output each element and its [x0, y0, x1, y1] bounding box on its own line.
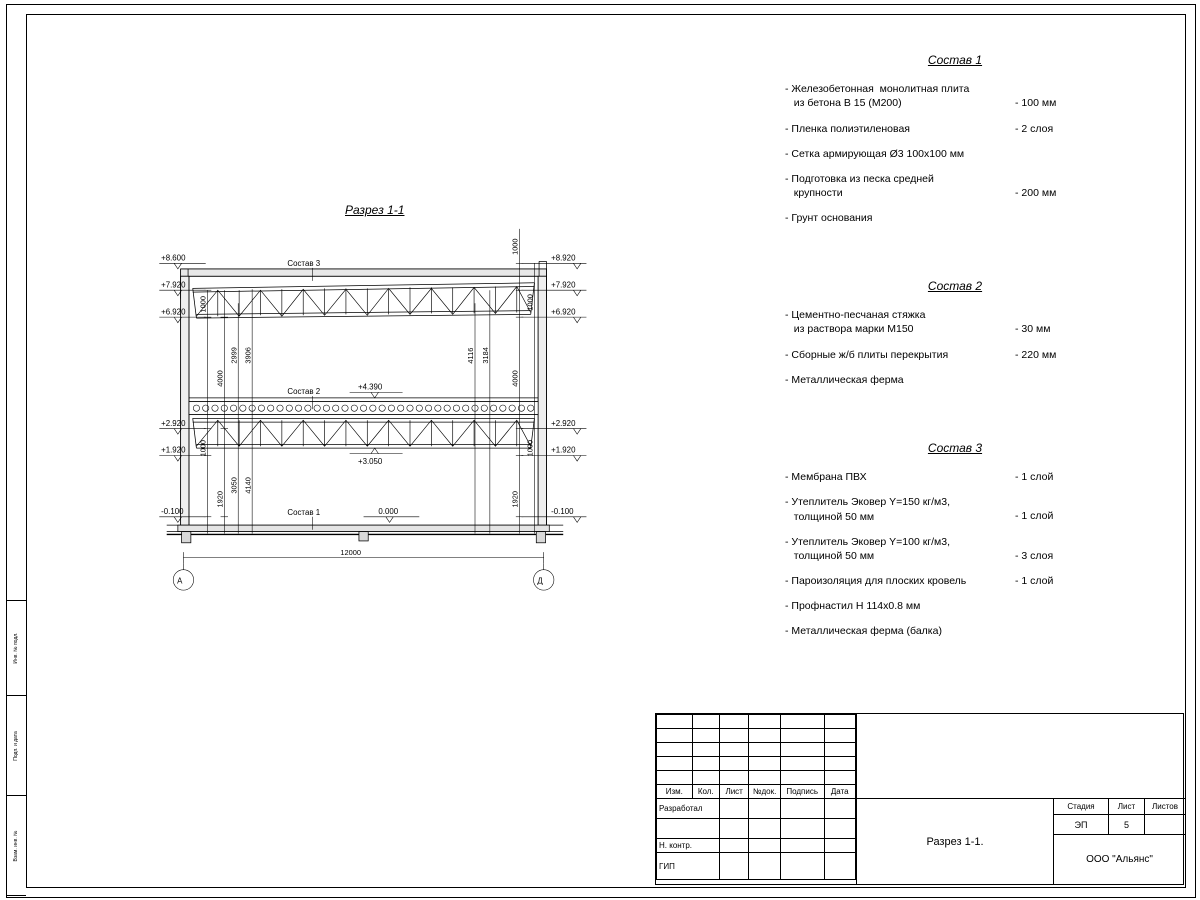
spec-2-row	[785, 348, 1125, 362]
spec-2-title: Состав 2	[927, 279, 983, 293]
level-label-left: +2.920	[161, 418, 186, 428]
composition-tag-3: Состав 3	[287, 259, 321, 269]
spec-3-row	[785, 470, 1125, 484]
spec-1-title: Состав 1	[927, 53, 983, 67]
dim-right-outer: 1000	[525, 439, 535, 457]
level-label-right: +1.920	[551, 445, 576, 455]
rev-col-head: Кол.	[692, 785, 719, 799]
sheets-value	[1145, 815, 1185, 835]
role-label: ГИП	[657, 853, 720, 880]
left-margin-cell-label: Подп. и дата	[13, 730, 19, 761]
drawing-name: Разрез 1-1.	[856, 799, 1053, 884]
revision-table	[656, 714, 856, 880]
company-block	[1053, 799, 1185, 884]
dim-right-outer: 1920	[510, 491, 520, 508]
spec-1-row-text: - Грунт основания	[785, 212, 873, 225]
composition-tag-2: Состав 2	[287, 387, 321, 397]
axis-label-d: Д	[537, 576, 543, 586]
dim-left-outer: 1000	[198, 439, 208, 457]
spec-1-row	[785, 122, 1125, 136]
level-label-left: -0.100	[161, 507, 184, 516]
dim-left-inner: 2999	[229, 347, 239, 364]
spec-1-row-value: - 100 мм	[1015, 97, 1057, 110]
role-label: Н. контр.	[657, 839, 720, 853]
stage-value: ЭП	[1054, 815, 1109, 835]
title-block	[655, 713, 1184, 885]
spec-3-row-text: - Утеплитель Эковер Y=100 кг/м3, толщиной 50 мм	[785, 535, 951, 562]
level-label-inner: +4.390	[358, 382, 383, 392]
spec-3-title: Состав 3	[927, 441, 983, 455]
level-label-left: +7.920	[161, 280, 186, 290]
dim-left-outer: 1000	[198, 296, 208, 313]
section-drawing	[150, 200, 670, 620]
spec-1-row	[785, 211, 1125, 225]
spec-1-row-text: - Сетка армирующая Ø3 100х100 мм	[785, 147, 965, 160]
left-margin-cell-label: Инв. № подл.	[13, 632, 19, 664]
spec-1-row	[785, 172, 1125, 200]
spec-3-row	[785, 535, 1125, 563]
level-label-right: +6.920	[551, 307, 576, 317]
spec-1-row-value	[1015, 147, 1105, 161]
left-margin-cell	[6, 696, 26, 796]
spec-2-row-text: - Металлическая ферма	[785, 373, 904, 386]
composition-tag-1: Состав 1	[287, 507, 321, 517]
spec-1-row-value: - 2 слоя	[1015, 122, 1054, 135]
sheets-header: Листов	[1145, 799, 1185, 815]
spec-2-row	[785, 373, 1125, 387]
spec-2-row-value	[1015, 373, 1105, 387]
role-label	[657, 819, 720, 839]
stage-header: Стадия	[1054, 799, 1109, 815]
level-label-left: +8.600	[161, 253, 186, 263]
spec-1-row-value	[1015, 211, 1105, 225]
spec-3-row-value	[1015, 624, 1105, 638]
level-label-inner: +3.050	[358, 456, 383, 466]
dim-left-inner: 3906	[243, 347, 253, 364]
sheet-value: 5	[1109, 815, 1145, 835]
drawing-name-upper-cell	[856, 714, 1185, 799]
spec-3-row	[785, 599, 1125, 613]
role-label: Разработал	[657, 799, 720, 819]
dim-left-inner: 4140	[243, 477, 253, 494]
spec-3-row-value	[1015, 599, 1105, 613]
level-label-inner: 0.000	[378, 507, 399, 516]
spec-2-row-value: - 30 мм	[1015, 323, 1051, 336]
dim-overall-span: 12000	[340, 547, 361, 557]
level-label-right: -0.100	[551, 507, 574, 516]
spec-3-row	[785, 495, 1125, 523]
spec-1-row-value: - 200 мм	[1015, 186, 1057, 199]
spec-block-1	[785, 52, 1125, 236]
left-margin-column	[6, 600, 26, 897]
spec-2-row	[785, 308, 1125, 336]
spec-2-row-text: - Сборные ж/б плиты перекрытия	[785, 348, 949, 361]
level-label-right: +2.920	[551, 418, 576, 428]
spec-3-row-text: - Профнастил Н 114х0.8 мм	[785, 600, 921, 613]
spec-block-2	[785, 278, 1125, 398]
level-label-left: +1.920	[161, 445, 186, 455]
spec-3-row-value: - 1 слой	[1015, 575, 1054, 588]
rev-col-head: Подпись	[780, 785, 824, 799]
spec-3-row-value: - 3 слоя	[1015, 549, 1054, 562]
spec-1-row-text: - Пленка полиэтиленовая	[785, 122, 910, 135]
spec-3-row	[785, 624, 1125, 638]
spec-3-row-value: - 1 слой	[1015, 471, 1054, 484]
spec-1-row-text: - Подготовка из песка средней крупности	[785, 172, 934, 200]
spec-3-row-text: - Утеплитель Эковер Y=150 кг/м3, толщиной 50 мм	[785, 496, 951, 523]
left-margin-cell	[6, 601, 26, 696]
level-label-left: +6.920	[161, 307, 186, 317]
axis-label-a: А	[177, 576, 183, 586]
level-label-right: +7.920	[551, 280, 576, 290]
spec-2-row-text: - Цементно-песчаная стяжка из раствора марки М150	[785, 309, 926, 336]
dim-left-inner: 3050	[229, 477, 239, 494]
spec-3-row-value: - 1 слой	[1015, 510, 1054, 523]
sheet-header: Лист	[1109, 799, 1145, 815]
rev-col-head: Изм.	[657, 785, 693, 799]
spec-1-row	[785, 147, 1125, 161]
spec-3-row	[785, 574, 1125, 588]
dim-right-outer: 4000	[510, 370, 520, 387]
spec-1-row-text: - Железобетонная монолитная плита из бетона В 15 (М200)	[785, 83, 970, 110]
spec-3-row-text: - Мембрана ПВХ	[785, 471, 867, 484]
spec-2-row-value: - 220 мм	[1015, 348, 1057, 361]
spec-1-row	[785, 82, 1125, 110]
dim-right-outer: 1000	[510, 238, 520, 255]
section-title-text: Разрез 1-1	[345, 203, 405, 217]
dim-right-inner: 3184	[481, 347, 490, 364]
dim-left-outer: 1920	[215, 491, 225, 508]
spec-block-3	[785, 440, 1125, 650]
dim-left-outer: 4000	[215, 370, 225, 387]
rev-col-head: №док.	[749, 785, 780, 799]
level-label-right: +8.920	[551, 253, 576, 263]
left-margin-cell-label: Взам. инв. №	[13, 830, 19, 861]
spec-3-row-text: - Пароизоляция для плоских кровель	[785, 575, 967, 588]
rev-col-head: Лист	[719, 785, 748, 799]
company-name: ООО "Альянс"	[1086, 854, 1153, 865]
rev-col-head: Дата	[824, 785, 856, 799]
spec-3-row-text: - Металлическая ферма (балка)	[785, 625, 942, 638]
dim-right-inner: 4116	[466, 347, 476, 364]
dim-right-outer: 1000	[525, 294, 535, 311]
left-margin-cell	[6, 796, 26, 896]
